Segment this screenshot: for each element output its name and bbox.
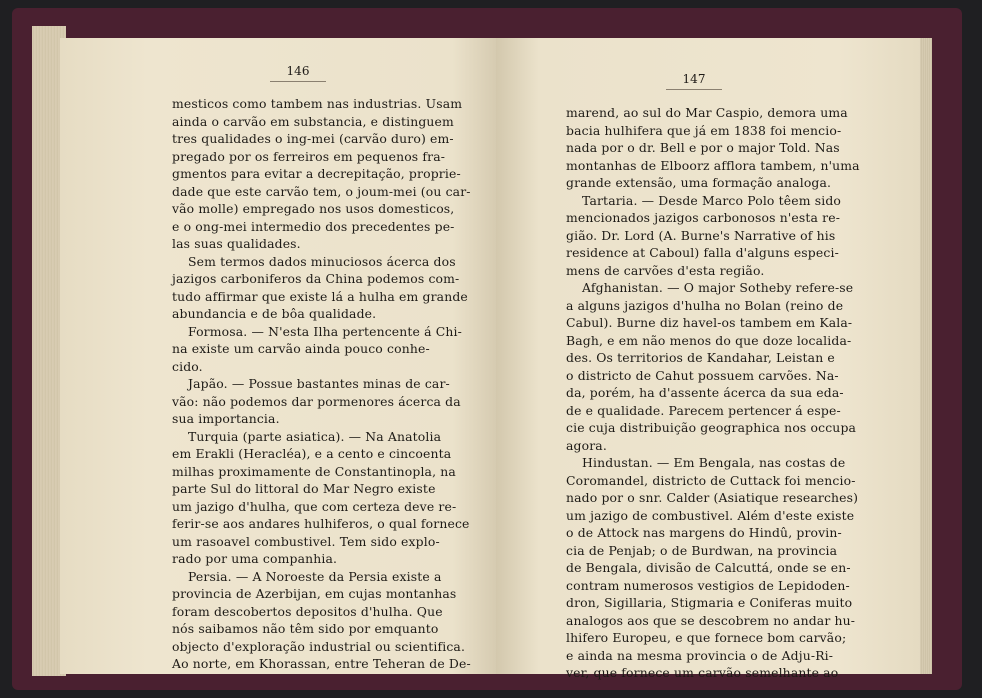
- text-line: da, porém, ha d'assente ácerca da sua eda-: [566, 385, 844, 400]
- text-line: marend, ao sul do Mar Caspio, demora uma: [566, 105, 848, 120]
- text-line: ainda o carvão em substancia, e distinguem: [172, 113, 454, 129]
- text-line: lhifero Europeu, e que fornece bom carvão;: [566, 630, 847, 645]
- text-line: dron, Sigillaria, Stigmaria e Coniferas muito: [566, 595, 853, 610]
- text-line: tres qualidades o ing-mei (carvão duro) em-: [172, 131, 454, 146]
- text-line: bacia hulhifera que já em 1838 foi mencio-: [566, 122, 842, 138]
- text-line: analogos aos que se descobrem no andar hu-: [566, 612, 856, 628]
- text-line: tudo affirmar que existe lá a hulha em grande: [172, 288, 468, 304]
- page-number: 146: [286, 64, 310, 78]
- text-line: Cabul). Burne diz havel-os tambem em Kala-: [566, 315, 853, 330]
- text-line: e o ong-mei intermedio dos precedentes pe-: [172, 218, 455, 234]
- text-line: na existe um carvão ainda pouco conhe-: [172, 341, 430, 356]
- text-line: pregado por os ferreiros em pequenos fra-: [172, 148, 446, 164]
- text-line: Turquia (parte asiatica). — Na Anatolia: [188, 428, 442, 444]
- text-line: a alguns jazigos d'hulha no Bolan (reino de: [566, 297, 844, 313]
- text-line: de e qualidade. Parecem pertencer á espe-: [566, 402, 841, 418]
- left-page-text: [172, 95, 471, 673]
- text-line: jazigos carboniferos da China podemos com-: [172, 271, 460, 286]
- text-line: o districto de Cahut possuem carvões. Na-: [566, 367, 839, 383]
- text-line: mesticos como tambem nas industrias. Usam: [172, 96, 463, 111]
- text-line: e ainda na mesma provincia o de Adju-Ri-: [566, 647, 834, 663]
- text-line: Afghanistan. — O major Sotheby refere-se: [582, 280, 854, 295]
- text-line: objecto d'exploração industrial ou scientifica.: [172, 638, 466, 654]
- text-line: milhas proximamente de Constantinopla, na: [172, 463, 456, 479]
- text-line: grande extensão, uma formação analoga.: [566, 175, 832, 190]
- text-line: foram descobertos depositos d'hulha. Que: [172, 603, 443, 619]
- text-line: cido.: [172, 358, 203, 374]
- text-line: mens de carvões d'esta região.: [566, 262, 765, 278]
- text-line: Ao norte, em Khorassan, entre Teheran de De-: [172, 656, 471, 671]
- text-line: de Bengala, divisão de Calcuttá, onde se en-: [566, 560, 851, 575]
- text-line: Japão. — Possue bastantes minas de car-: [188, 376, 450, 391]
- text-line: nós saibamos não têm sido por emquanto: [172, 621, 439, 636]
- text-line: provincia de Azerbijan, em cujas montanhas: [172, 586, 457, 601]
- text-line: sua importancia.: [172, 411, 280, 426]
- text-line: Tartaria. — Desde Marco Polo têem sido: [582, 192, 842, 208]
- text-line: residence at Caboul) falla d'alguns especi-: [566, 245, 839, 260]
- right-page: [496, 38, 924, 680]
- text-line: rado por uma companhia.: [172, 551, 338, 566]
- text-line: um jazigo d'hulha, que com certeza deve re-: [172, 498, 457, 514]
- page-number: 147: [682, 72, 706, 86]
- text-line: vão: não podemos dar pormenores ácerca da: [172, 393, 461, 409]
- text-line: Persia. — A Noroeste da Persia existe a: [188, 568, 442, 584]
- text-line: ferir-se aos andares hulhiferos, o qual fornece: [172, 516, 470, 531]
- text-line: vão molle) empregado nos usos domesticos,: [172, 201, 455, 216]
- text-line: montanhas de Elboorz afflora tambem, n'uma: [566, 157, 860, 173]
- right-page-text: [566, 104, 860, 682]
- text-line: nada por o dr. Bell e por o major Told. Nas: [566, 140, 840, 155]
- text-line: agora.: [566, 437, 607, 453]
- text-line: Sem termos dados minuciosos ácerca dos: [188, 253, 456, 269]
- text-line: um rasoavel combustivel. Tem sido explo-: [172, 533, 440, 549]
- text-line: mencionados jazigos carbonosos n'esta re-: [566, 210, 841, 225]
- text-line: Coromandel, districto de Cuttack foi mencio-: [566, 472, 856, 488]
- text-line: las suas qualidades.: [172, 236, 301, 251]
- text-line: em Erakli (Heracléa), e a cento e cincoenta: [172, 446, 452, 461]
- text-line: gmentos para evitar a decrepitação, proprie-: [172, 166, 461, 181]
- header-rule: [270, 81, 326, 82]
- text-line: parte Sul do littoral do Mar Negro existe: [172, 481, 436, 496]
- text-line: ver, que fornece um carvão semelhante ao: [566, 665, 839, 680]
- text-line: Hindustan. — Em Bengala, nas costas de: [582, 455, 846, 470]
- left-page: [60, 38, 496, 674]
- header-rule: [666, 89, 722, 90]
- text-line: gião. Dr. Lord (A. Burne's Narrative of his: [566, 227, 836, 243]
- text-line: cia de Penjab; o de Burdwan, na provincia: [566, 542, 838, 558]
- text-line: des. Os territorios de Kandahar, Leistan e: [566, 350, 835, 365]
- text-line: abundancia e de bôa qualidade.: [172, 306, 377, 321]
- text-line: cie cuja distribuição geographica nos occupa: [566, 420, 857, 435]
- text-line: dade que este carvão tem, o joum-mei (ou car-: [172, 183, 471, 199]
- text-line: contram numerosos vestigios de Lepidoden-: [566, 577, 850, 593]
- text-line: Formosa. — N'esta Ilha pertencente á Chi-: [188, 323, 462, 339]
- page-edges-right: [920, 38, 932, 674]
- text-line: o de Attock nas margens do Hindû, provin-: [566, 525, 842, 540]
- text-line: Bagh, e em não menos do que doze localida-: [566, 332, 852, 348]
- text-line: nado por o snr. Calder (Asiatique researches): [566, 490, 859, 505]
- text-line: um jazigo de combustivel. Além d'este existe: [566, 507, 855, 523]
